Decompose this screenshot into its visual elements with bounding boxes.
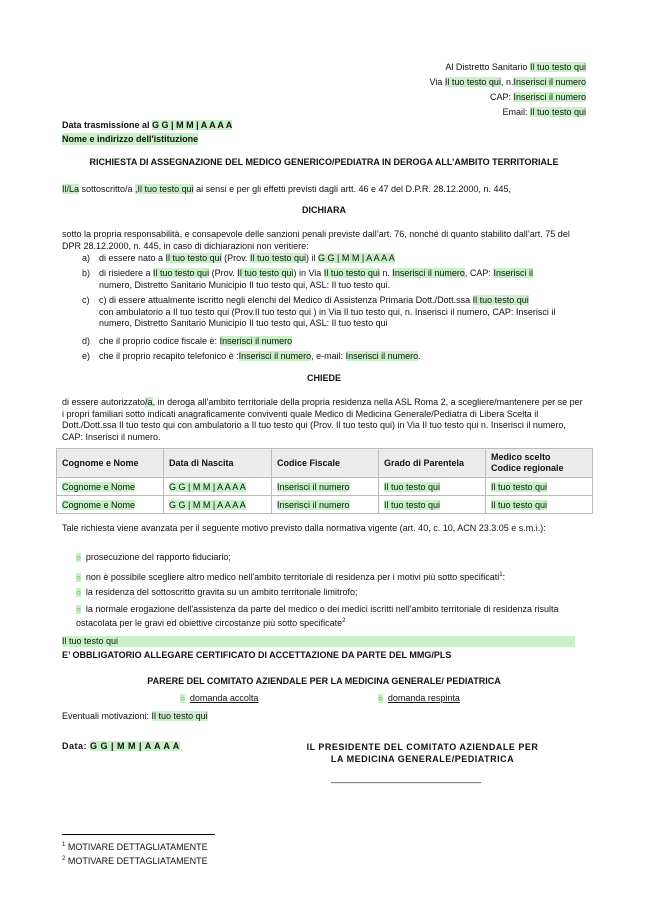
col-relationship: Grado di Parentela: [379, 449, 486, 478]
transmission-date-field[interactable]: G G | M M | A A A A: [152, 120, 233, 130]
member-birth-cell[interactable]: G G | M M | A A A A: [169, 499, 246, 510]
option-prosecuzione[interactable]: ○ prosecuzione del rapporto fiduciario;: [76, 552, 231, 562]
signature-date-field[interactable]: G G | M M | A A A A: [90, 741, 180, 751]
recipient-address: Via Il tuo testo qui, n.Inserisci il numero: [429, 77, 586, 87]
member-fiscal-cell[interactable]: Inserisci il numero: [277, 499, 350, 510]
member-relation-cell[interactable]: Il tuo testo qui: [384, 499, 441, 510]
motivo-text: Tale richiesta viene avanzata per il seguente motivo previsto dalla normativa vigente (art. 40, c. 10, ACN 23.3.05 e s.m.i.):: [62, 523, 546, 533]
option-respinta[interactable]: ○ domanda respinta: [378, 693, 460, 703]
motivations-line: Eventuali motivazioni: Il tuo testo qui: [62, 711, 208, 721]
option-circostanze[interactable]: ○ la normale erogazione dell'assistenza da parte del medico o dei medici iscritti nell'ambito territoriale di residenza risulta ostacolata per le gravi ed obiettive circostanze più sotto specificate$^2$: [76, 604, 559, 628]
chiede-text: di essere autorizzato/a, in deroga all'ambito territoriale della propria residenza nella ASL Roma 2, a scegliere/mantenere per se per i propri familiari sotto indicati anagraficamente conviventi quale Medico di Medicina Generale/Pediatra di Libera Scelta il Dott./Dott.ssa Il tuo testo qui con ambulatorio a Il tuo testo qui (Prov. Il tuo testo qui) in Via Il tuo testo qui n. Inserisci il numero, CAP: Inserisci il numero.: [62, 397, 583, 442]
dichiara-heading: DICHIARA: [302, 205, 346, 215]
checkbox-icon[interactable]: ○: [76, 588, 81, 597]
residence-cap-field[interactable]: Inserisci il: [493, 268, 533, 278]
fiscal-code-field[interactable]: Inserisci il numero: [219, 336, 293, 346]
member-fiscal-cell[interactable]: Inserisci il numero: [277, 481, 350, 492]
signature-line[interactable]: ______________________________: [331, 773, 482, 783]
member-relation-cell[interactable]: Il tuo testo qui: [384, 481, 441, 492]
residence-street-field[interactable]: Il tuo testo qui: [323, 268, 380, 278]
phone-field[interactable]: Inserisci il numero: [238, 351, 312, 361]
member-name-cell[interactable]: Cognome e Nome: [62, 499, 136, 510]
checkbox-icon[interactable]: ○: [378, 694, 383, 703]
footnote-2: $^2$ MOTIVARE DETTAGLIATAMENTE: [62, 856, 208, 866]
president-block: IL PRESIDENTE DEL COMITATO AZIENDALE PER LA MEDICINA GENERALE/PEDIATRICA: [306, 742, 539, 764]
recipient-email: Email: Il tuo testo qui: [502, 107, 586, 117]
signature-date: Data: G G | M M | A A A A: [62, 741, 180, 751]
intro-line: Il/La sottoscritto/a ,Il tuo testo qui ai sensi e per gli effetti previsti dagli artt. 46 e 47 del D.P.R. 28.12.2000, n. 445,: [62, 184, 511, 194]
residence-prov-field[interactable]: Il tuo testo qui: [237, 268, 294, 278]
street-field[interactable]: Il tuo testo qui: [444, 77, 501, 87]
family-members-table: [56, 448, 593, 514]
document-page: Al Distretto Sanitario Il tuo testo qui Via Il tuo testo qui, n.Inserisci il numero CAP: Inserisci il numero Email: Il tuo testo qui Data trasmissione al G G | M M | A A A A Nome e indirizzo dell'istituzione RICHIESTA DI ASSEGNAZIONE DEL MEDICO GENERICO/PEDIATRA IN DEROGA ALL’AMBITO TERRITORIALE Il/La sottoscritto/a ,Il tuo testo qui ai sensi e per gli effetti previsti dagli artt. 46 e 47 del D.P.R. 28.12.2000, n. 445, DICHIARA sotto la propria responsabilità, e consapevole delle sanzioni penali previste dall’art. 76, nonché di quanto stabilito dall’art. 75 del DPR 28.12.2000, n. 445, in caso di dichiarazioni non veritiere: a) di essere nato a Il tuo testo qui (Prov. Il tuo testo qui) il G G | M M | A A A A b) di risiedere a Il tuo testo qui (Prov. Il tuo testo qui) in Via Il tuo testo qui n. Inserisci il numero, CAP: Inserisci il numero, Distretto Sanitario Municipio Il tuo testo qui, ASL: Il tuo testo qui. c) c) di essere attualmente iscritto negli elenchi del Medico di Assistenza Primaria Dott./Dott.ssa Il tuo testo qui con ambulatorio a Il tuo testo qui (Prov.Il tuo testo qui ) in Via Il tuo testo qui, n. Inserisci il numero, CAP: Inserisci il numero, Distretto Sanitario Municipio Il tuo testo qui, ASL: Il tuo testo qui d) che il proprio codice fiscale è: Inserisci il numero e) che il proprio recapito telefonico è :Inserisci il numero, e-mail: Inserisci il numero. CHIEDE di essere autorizzato/a, in deroga all'ambito territoriale della propria residenza nella ASL Roma 2, a scegliere/mantenere per se per i propri familiari sotto indicati anagraficamente conviventi quale Medico di Medicina Generale/Pediatra di Libera Scelta il Dott./Dott.ssa Il tuo testo qui con ambulatorio a Il tuo testo qui (Prov. Il tuo testo qui) in Via Il tuo testo qui n. Inserisci il numero, CAP: Inserisci il numero. Cognome e Nome Data di Nascita Codice Fiscale Grado di Parentela Medico scelto Codice regionale Cognome e Nome G G | M M | A A A A Inserisci il numero Il tuo testo qui Il tuo testo qui Cognome e Nome G G | M M | A A A A Inserisci il numero Il tuo testo qui Il tuo testo qui Tale richiesta viene avanzata per il seguente motivo previsto dalla normativa vigente (art. 40, c. 10, ACN 23.3.05 e s.m.i.): ○ prosecuzione del rapporto fiduciario; ○ non è possibile scegliere altro medico nell'ambito territoriale di residenza per i motivi più sotto specificati$^1$: ○ la residenza del sottoscritto gravita su un ambito territoriale limitrofo; ○ la normale erogazione dell'assistenza da parte del medico o dei medici iscritti nell'ambito territoriale di residenza risulta ostacolata per le gravi ed obiettive circostanze più sotto specificate$^2$ Il tuo testo qui E’ OBBLIGATORIO ALLEGARE CERTIFICATO DI ACCETTAZIONE DA PARTE DEL MMG/PLS PARERE DEL COMITATO AZIENDALE PER LA MEDICINA GENERALE/ PEDIATRICA ○ domanda accolta ○ domanda respinta Eventuali motivazioni: Il tuo testo qui Data: G G | M M | A A A A IL PRESIDENTE DEL COMITATO AZIENDALE PER LA MEDICINA GENERALE/PEDIATRICA ______________________________ $^1$ MOTIVARE DETTAGLIATAMENTE $^2$ MOTIVARE DETTAGLIATAMENTE: [0, 0, 648, 916]
birthplace-field[interactable]: Il tuo testo qui: [165, 253, 222, 263]
cap-field[interactable]: Inserisci il numero: [513, 92, 586, 102]
recipient-cap: CAP: Inserisci il numero: [489, 92, 586, 102]
residence-city-field[interactable]: Il tuo testo qui: [153, 268, 210, 278]
birth-date-field[interactable]: G G | M M | A A A A: [317, 253, 395, 263]
col-name: Cognome e Nome: [57, 449, 164, 478]
checkbox-icon[interactable]: ○: [76, 573, 81, 582]
residence-number-field[interactable]: Inserisci il numero: [392, 268, 465, 278]
email-field[interactable]: Il tuo testo qui: [529, 107, 586, 117]
member-doctor-cell[interactable]: Il tuo testo qui: [491, 481, 548, 492]
current-doctor-field[interactable]: Il tuo testo qui: [472, 295, 529, 305]
checkbox-icon[interactable]: ○: [180, 694, 185, 703]
option-non-possibile[interactable]: ○ non è possibile scegliere altro medico nell'ambito territoriale di residenza per i motivi più sotto specificati$^1$:: [76, 572, 506, 582]
member-doctor-cell[interactable]: Il tuo testo qui: [491, 499, 548, 510]
footnote-1: $^1$ MOTIVARE DETTAGLIATAMENTE: [62, 842, 208, 852]
intro-name-field[interactable]: ,Il tuo testo qui: [135, 184, 194, 194]
birth-prov-field[interactable]: Il tuo testo qui: [249, 253, 306, 263]
document-title: RICHIESTA DI ASSEGNAZIONE DEL MEDICO GENERICO/PEDIATRA IN DEROGA ALL’AMBITO TERRITORIALE: [89, 157, 559, 167]
motivations-field[interactable]: Il tuo testo qui: [151, 711, 208, 721]
col-birth-date: Data di Nascita: [164, 449, 272, 478]
col-fiscal-code: Codice Fiscale: [272, 449, 379, 478]
member-birth-cell[interactable]: G G | M M | A A A A: [169, 481, 246, 492]
institution-field[interactable]: Nome e indirizzo dell'istituzione: [62, 134, 199, 144]
col-doctor: Medico scelto Codice regionale: [486, 449, 593, 478]
recipient-district: Al Distretto Sanitario Il tuo testo qui: [445, 62, 586, 72]
transmission-date: Data trasmissione al G G | M M | A A A A: [62, 120, 233, 130]
table-row: [57, 478, 593, 496]
district-field[interactable]: Il tuo testo qui: [529, 62, 586, 72]
contact-email-field[interactable]: Inserisci il numero: [345, 351, 419, 361]
motivation-free-text[interactable]: Il tuo testo qui: [62, 636, 575, 647]
footnote-separator: [62, 834, 215, 835]
option-ambito-limitrofo[interactable]: ○ la residenza del sottoscritto gravita su un ambito territoriale limitrofo;: [76, 587, 358, 597]
table-row: [57, 496, 593, 514]
recipient-block: [286, 61, 586, 118]
dichiara-text: sotto la propria responsabilità, e consapevole delle sanzioni penali previste dall’art. 76, nonché di quanto stabilito dall’art. 75 del DPR 28.12.2000, n. 445, in caso di dichiarazioni non veritiere:: [62, 229, 570, 251]
parere-heading: PARERE DEL COMITATO AZIENDALE PER LA MEDICINA GENERALE/ PEDIATRICA: [147, 676, 501, 686]
checkbox-icon[interactable]: ○: [76, 605, 81, 614]
mandatory-notice: E’ OBBLIGATORIO ALLEGARE CERTIFICATO DI ACCETTAZIONE DA PARTE DEL MMG/PLS: [62, 650, 452, 660]
table-header-row: [57, 449, 593, 478]
member-name-cell[interactable]: Cognome e Nome: [62, 481, 136, 492]
chiede-heading: CHIEDE: [306, 373, 341, 383]
option-accolta[interactable]: ○ domanda accolta: [180, 693, 259, 703]
street-number-field[interactable]: Inserisci il numero: [513, 77, 586, 87]
checkbox-icon[interactable]: ○: [76, 553, 81, 562]
